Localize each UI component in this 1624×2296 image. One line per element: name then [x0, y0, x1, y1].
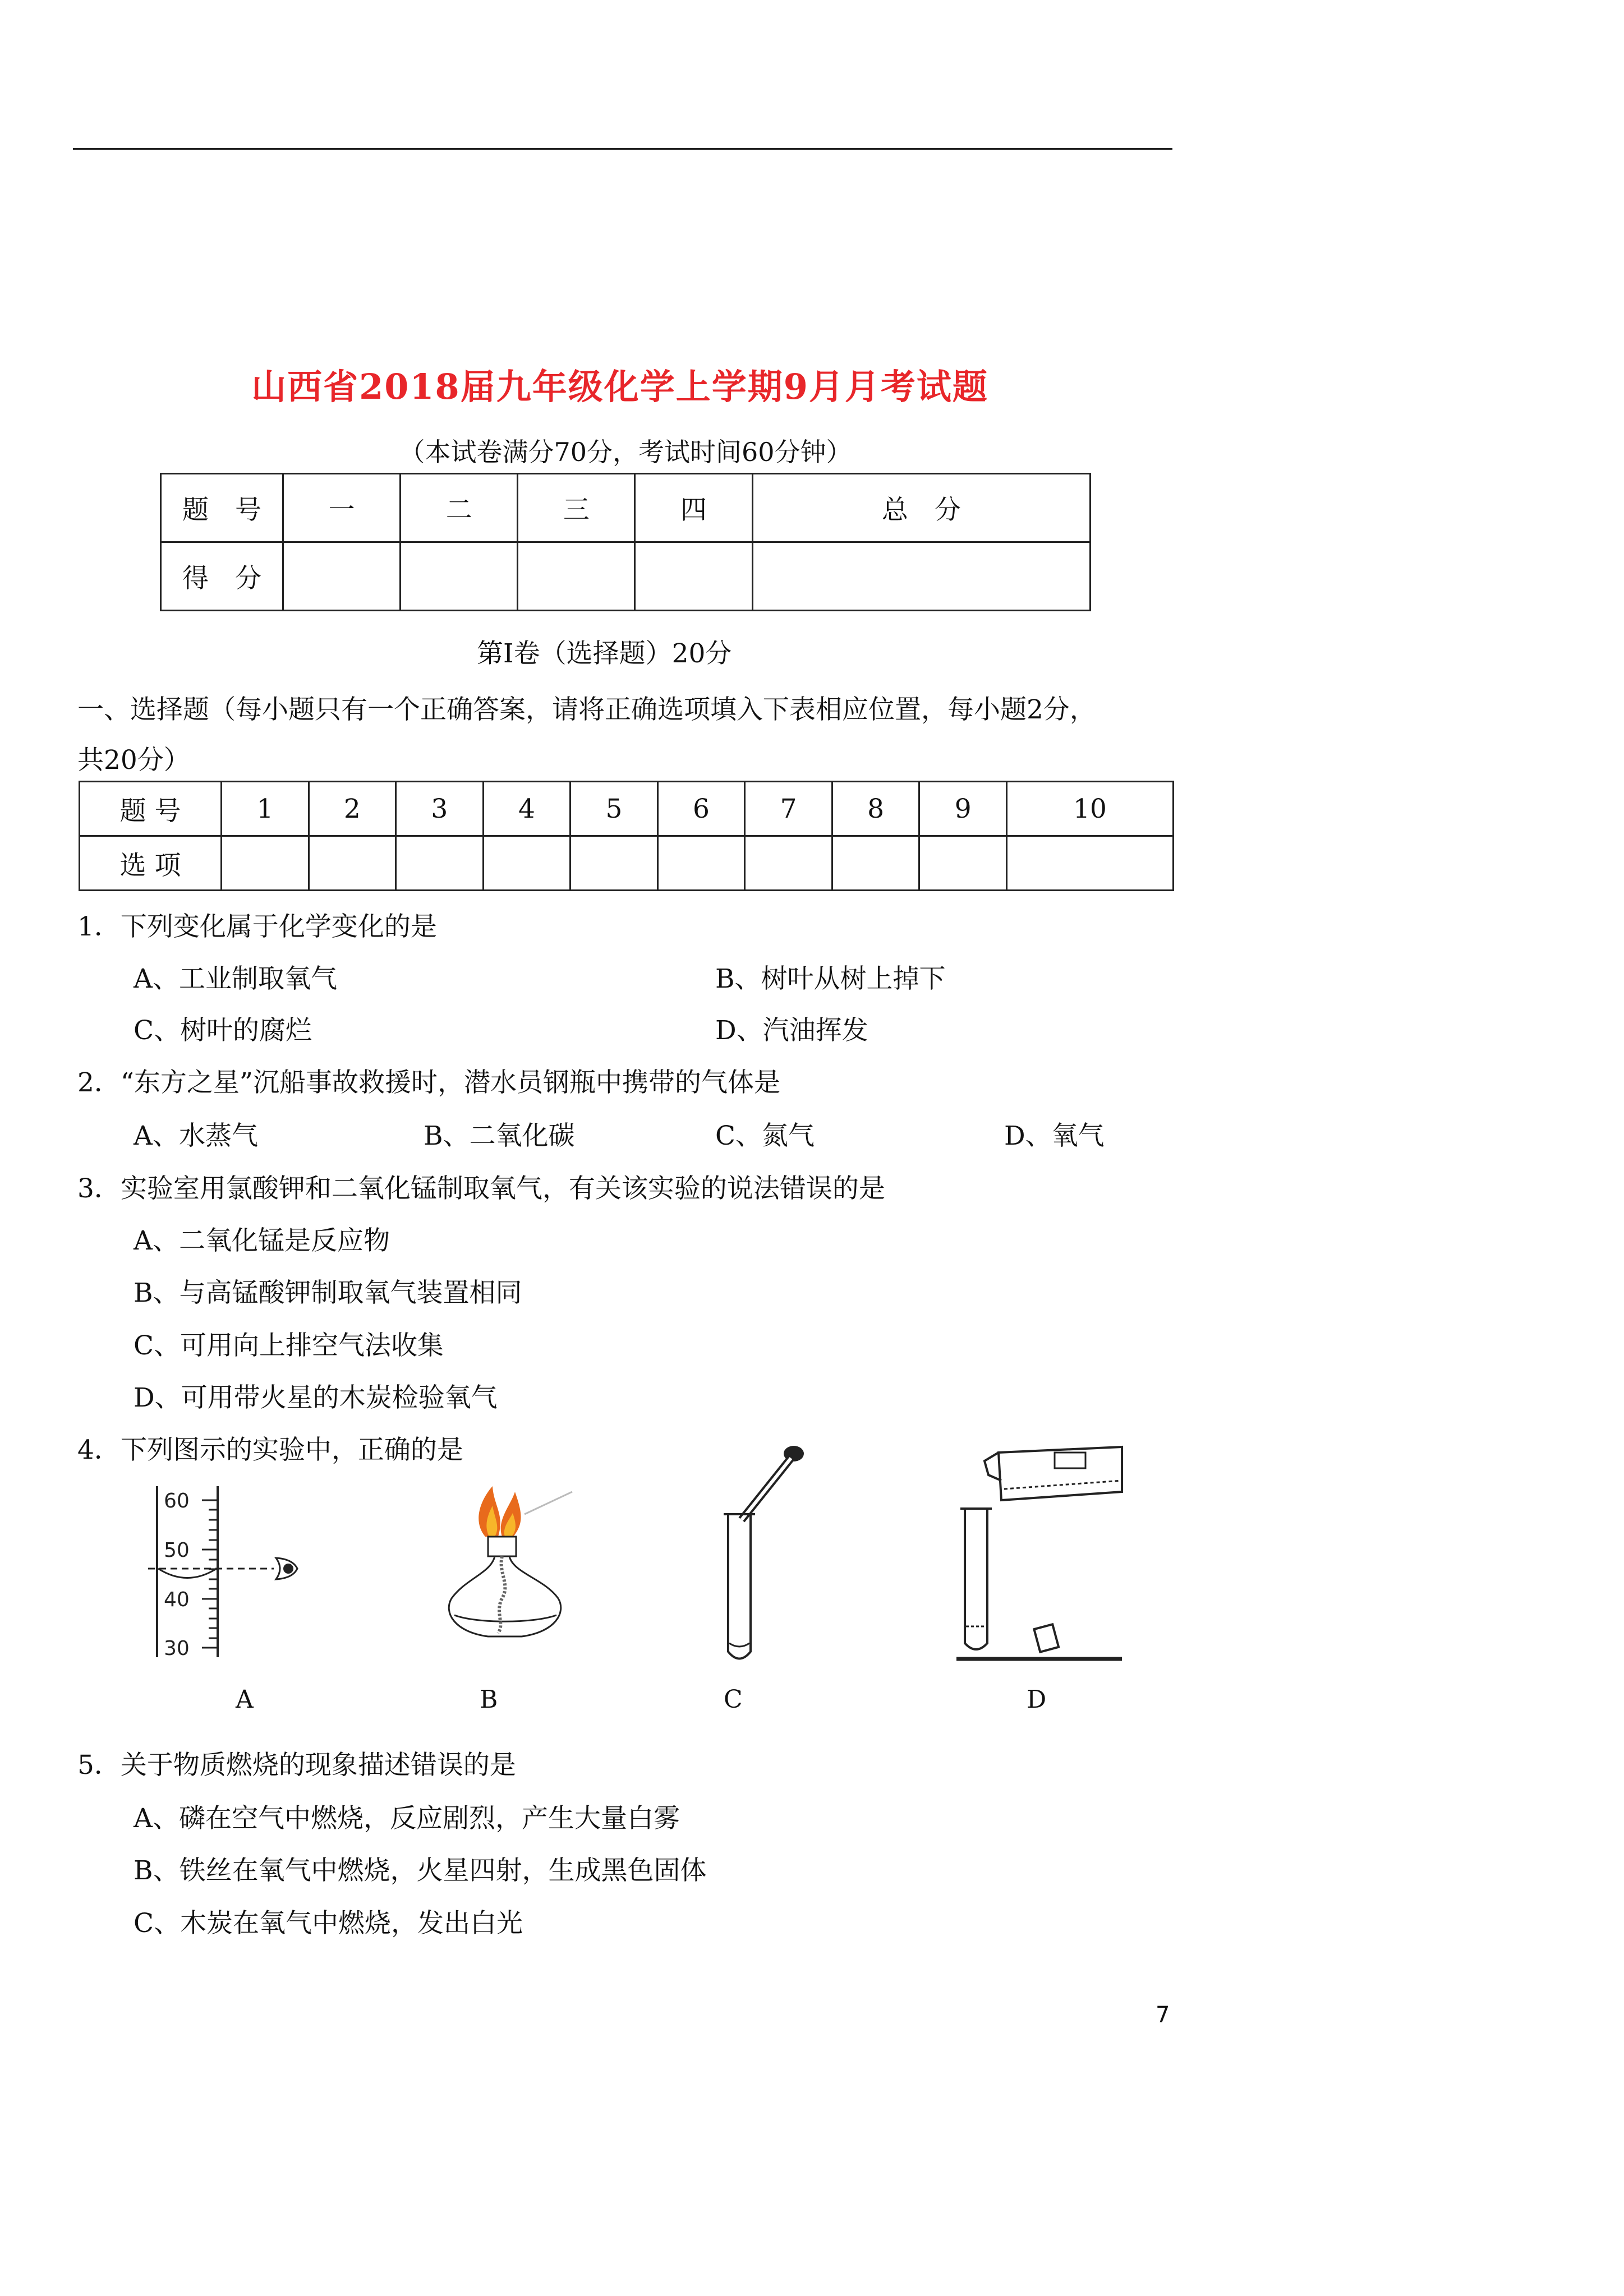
answer-number-cell: 8: [832, 782, 919, 836]
figure-label-a: A: [236, 1685, 254, 1714]
question-5-stem: 5．关于物质燃烧的现象描述错误的是: [77, 1750, 516, 1781]
answer-blank-cell[interactable]: [222, 836, 309, 891]
answer-row-label: 选 项: [80, 836, 222, 891]
header-rule: [73, 148, 1172, 150]
answer-blank-cell[interactable]: [832, 836, 919, 891]
question-2-stem: 2．“东方之星”沉船事故救援时，潜水员钢瓶中携带的气体是: [77, 1067, 780, 1098]
figure-d-pouring-liquid: [954, 1436, 1133, 1671]
figure-label-d: D: [1027, 1685, 1047, 1714]
cylinder-tick-label: 60: [164, 1490, 190, 1513]
question-3-option-a: A、二氧化锰是反应物: [134, 1225, 390, 1256]
section-title: 第Ⅰ卷（选择题）20分: [477, 638, 732, 669]
answer-number-cell: 3: [396, 782, 484, 836]
answer-number-cell: 5: [571, 782, 658, 836]
answer-blank-cell[interactable]: [483, 836, 571, 891]
answer-blank-cell[interactable]: [657, 836, 745, 891]
answer-blank-cell[interactable]: [919, 836, 1007, 891]
question-1-option-d: D、汽油挥发: [715, 1015, 868, 1046]
exam-title: 山西省2018届九年级化学上学期9月月考试题: [251, 366, 988, 407]
score-blank-cell[interactable]: [401, 542, 518, 611]
figure-label-b: B: [480, 1685, 498, 1714]
score-blank-cell[interactable]: [635, 542, 752, 611]
question-3-option-c: C、可用向上排空气法收集: [134, 1330, 444, 1361]
question-5-option-b: B、铁丝在氧气中燃烧，火星四射，生成黑色固体: [134, 1855, 707, 1886]
question-2-option-b: B、二氧化碳: [424, 1121, 575, 1151]
score-header-cell: 总 分: [752, 474, 1090, 542]
score-header-cell: 三: [518, 474, 635, 542]
question-4-stem: 4．下列图示的实验中，正确的是: [77, 1435, 463, 1465]
score-table: [160, 473, 1091, 611]
question-2-option-a: A、水蒸气: [134, 1121, 258, 1151]
cylinder-tick-label: 40: [164, 1588, 190, 1611]
score-table-header-row: [161, 474, 1091, 542]
answer-blank-cell[interactable]: [571, 836, 658, 891]
question-3-stem: 3．实验室用氯酸钾和二氧化锰制取氧气，有关该实验的说法错误的是: [77, 1173, 885, 1204]
answer-blank-cell[interactable]: [309, 836, 396, 891]
figure-b-alcohol-lamp: [432, 1481, 600, 1660]
exam-subtitle: （本试卷满分70分，考试时间60分钟）: [399, 437, 852, 467]
answer-number-cell: 1: [222, 782, 309, 836]
answer-header-label: 题 号: [80, 782, 222, 836]
answer-table: [79, 781, 1174, 891]
question-1-option-a: A、工业制取氧气: [134, 963, 337, 994]
answer-number-cell: 9: [919, 782, 1007, 836]
question-3-option-d: D、可用带火星的木炭检验氧气: [134, 1382, 498, 1413]
cylinder-tick-label: 50: [164, 1539, 190, 1562]
score-row-label: 得 分: [161, 542, 283, 611]
question-5-option-c: C、木炭在氧气中燃烧，发出白光: [134, 1908, 523, 1939]
cylinder-tick-label: 30: [164, 1637, 190, 1660]
answer-number-cell: 2: [309, 782, 396, 836]
score-blank-cell[interactable]: [518, 542, 635, 611]
page-number: 7: [1156, 2002, 1170, 2028]
answer-number-cell: 7: [745, 782, 832, 836]
score-blank-cell[interactable]: [752, 542, 1090, 611]
answer-blank-cell[interactable]: [396, 836, 484, 891]
question-2-option-d: D、氧气: [1004, 1121, 1105, 1151]
answer-number-cell: 10: [1006, 782, 1173, 836]
question-1-option-c: C、树叶的腐烂: [134, 1015, 312, 1046]
instruction-line-1: 一、选择题（每小题只有一个正确答案，请将正确选项填入下表相应位置，每小题2分，: [77, 694, 1096, 725]
answer-blank-cell[interactable]: [745, 836, 832, 891]
score-header-cell: 题 号: [161, 474, 283, 542]
score-blank-cell[interactable]: [283, 542, 401, 611]
figure-c-test-tube-dropper: [712, 1441, 825, 1671]
question-1-option-b: B、树叶从树上掉下: [715, 963, 946, 994]
figure-a-graduated-cylinder: [146, 1481, 325, 1666]
score-header-cell: 四: [635, 474, 752, 542]
answer-number-cell: 4: [483, 782, 571, 836]
score-table-score-row: [161, 542, 1091, 611]
answer-table-option-row: [80, 836, 1174, 891]
question-1-stem: 1．下列变化属于化学变化的是: [77, 911, 437, 942]
answer-table-number-row: [80, 782, 1174, 836]
question-3-option-b: B、与高锰酸钾制取氧气装置相同: [134, 1278, 522, 1308]
score-header-cell: 一: [283, 474, 401, 542]
score-header-cell: 二: [401, 474, 518, 542]
answer-number-cell: 6: [657, 782, 745, 836]
question-5-option-a: A、磷在空气中燃烧，反应剧烈，产生大量白雾: [134, 1803, 680, 1834]
question-2-option-c: C、氮气: [715, 1121, 815, 1151]
figure-label-c: C: [724, 1685, 743, 1714]
answer-blank-cell[interactable]: [1006, 836, 1173, 891]
instruction-line-2: 共20分）: [77, 745, 190, 776]
